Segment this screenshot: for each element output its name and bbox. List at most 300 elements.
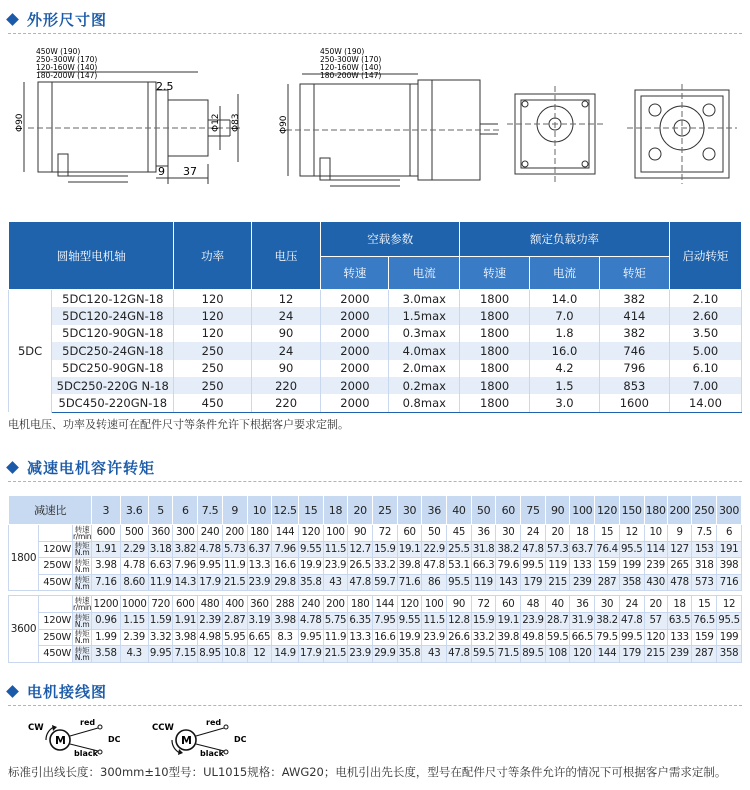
torque-value-cell: 33.2 — [372, 558, 397, 575]
torque-value-cell: 95.5 — [619, 541, 644, 558]
torque-value-cell: 120 — [570, 646, 595, 663]
speed-value-cell: 10 — [644, 525, 667, 542]
unit-label: N.m — [74, 619, 90, 629]
speed-value-cell: 36 — [570, 596, 595, 613]
torque-value-cell: 3.82 — [173, 541, 198, 558]
speed-value-cell: 30 — [496, 525, 521, 542]
speed-value-cell: 180 — [348, 596, 373, 613]
cw-label: CW — [28, 723, 44, 733]
unit-cell — [73, 525, 92, 542]
start-torque-cell: 2.10 — [669, 290, 741, 308]
torque-value-cell: 199 — [717, 629, 742, 646]
torque-value-cell: 0.96 — [92, 612, 120, 629]
speed-value-cell: 90 — [447, 596, 472, 613]
dc-label: DC — [234, 735, 247, 744]
torque-value-cell: 4.3 — [120, 646, 148, 663]
torque-value-cell: 6.37 — [247, 541, 272, 558]
table-row — [9, 307, 742, 324]
torque-value-cell: 119 — [545, 558, 570, 575]
torque-value-cell: 11.9 — [148, 574, 173, 591]
torque-value-cell: 47.8 — [422, 558, 447, 575]
torque-value-cell: 13.3 — [348, 629, 373, 646]
start-torque-cell: 6.10 — [669, 360, 741, 377]
speed-value-cell: 144 — [372, 596, 397, 613]
speed-value-cell: 360 — [148, 525, 173, 542]
torque-value-cell: 5.95 — [222, 629, 247, 646]
dim-37: 37 — [183, 165, 197, 178]
torque-value-cell: 9.95 — [198, 558, 223, 575]
watt-cell — [39, 596, 73, 613]
dim-9: 9 — [158, 165, 165, 178]
speed-value-cell: 18 — [570, 525, 595, 542]
header-no-load: 空载参数 — [321, 222, 460, 257]
table-row — [9, 290, 742, 308]
speed-value-cell: 360 — [247, 596, 272, 613]
torque-value-cell: 573 — [692, 574, 717, 591]
speed-value-cell: 7.5 — [692, 525, 717, 542]
input-speed-cell: 3600 — [9, 596, 39, 662]
ratio-cell: 6 — [173, 496, 198, 525]
torque-value-cell: 4.78 — [120, 558, 148, 575]
torque-value-cell: 8.95 — [198, 646, 223, 663]
power-table-line: 120-160W (140) — [320, 63, 382, 72]
speed-value-cell: 240 — [298, 596, 323, 613]
ratio-cell: 40 — [447, 496, 472, 525]
torque-value-cell: 199 — [619, 558, 644, 575]
speed-value-cell: 60 — [496, 596, 521, 613]
power-table-line: 120-160W (140) — [36, 63, 98, 72]
speed-value-cell: 15 — [692, 596, 717, 613]
torque-value-cell: 2.39 — [120, 629, 148, 646]
unit-cell — [73, 574, 92, 591]
nl-speed-cell: 2000 — [321, 325, 389, 342]
torque-value-cell: 478 — [667, 574, 692, 591]
speed-value-cell: 36 — [471, 525, 496, 542]
section-divider — [8, 33, 742, 34]
speed-value-cell: 6 — [717, 525, 742, 542]
unit-cell — [73, 541, 92, 558]
unit-label: r/min — [73, 603, 92, 613]
torque-value-cell: 66.3 — [471, 558, 496, 575]
spec-table — [8, 221, 742, 413]
torque-value-cell: 265 — [667, 558, 692, 575]
torque-value-cell: 11.5 — [422, 612, 447, 629]
torque-value-cell: 4.98 — [198, 629, 223, 646]
speed-value-cell: 18 — [667, 596, 692, 613]
torque-value-cell: 127 — [667, 541, 692, 558]
torque-value-cell: 6.35 — [348, 612, 373, 629]
watt-cell: 250W — [39, 558, 73, 575]
torque-value-cell: 358 — [619, 574, 644, 591]
ratio-cell: 30 — [397, 496, 422, 525]
torque-value-cell: 120 — [644, 629, 667, 646]
speed-value-cell: 240 — [198, 525, 223, 542]
ratio-cell: 3.6 — [120, 496, 148, 525]
section-divider — [8, 705, 742, 706]
rl-current-cell: 16.0 — [530, 342, 600, 359]
torque-value-cell: 239 — [644, 558, 667, 575]
torque-value-cell: 6.63 — [148, 558, 173, 575]
rl-torque-cell: 746 — [599, 342, 669, 359]
power-cell: 250 — [174, 342, 251, 359]
ccw-label: CCW — [152, 723, 174, 733]
torque-value-cell: 63.5 — [667, 612, 692, 629]
red-wire-label: red — [206, 718, 222, 727]
speed-value-cell: 24 — [521, 525, 546, 542]
unit-label: 转速 — [74, 524, 90, 534]
wiring-diagram-ccw — [152, 716, 262, 758]
table-row — [9, 612, 742, 629]
model-cell: 5DC120-24GN-18 — [52, 307, 174, 324]
ratio-cell: 20 — [348, 496, 373, 525]
torque-value-cell: 59.5 — [545, 629, 570, 646]
unit-cell — [73, 646, 92, 663]
power-cell: 120 — [174, 307, 251, 324]
torque-value-cell: 144 — [595, 646, 620, 663]
speed-value-cell: 20 — [545, 525, 570, 542]
torque-value-cell: 8.60 — [120, 574, 148, 591]
torque-value-cell: 1.59 — [148, 612, 173, 629]
input-speed-cell: 1800 — [9, 525, 39, 591]
torque-value-cell: 57.3 — [545, 541, 570, 558]
black-wire-label: black — [74, 749, 98, 758]
torque-value-cell: 23.9 — [422, 629, 447, 646]
power-cell: 450 — [174, 394, 251, 412]
power-cell: 120 — [174, 325, 251, 342]
ratio-cell: 5 — [148, 496, 173, 525]
wiring-note: 标准引出线长度：300mm±10型号：UL1015规格：AWG20；电机引出先长度，型号在配件尺寸等条件允许的情况下可根据客户需求定制。 — [8, 765, 727, 779]
torque-value-cell: 14.3 — [173, 574, 198, 591]
torque-value-cell: 57 — [644, 612, 667, 629]
torque-value-cell: 99.5 — [521, 558, 546, 575]
dim-phi90: Φ90 — [279, 115, 289, 134]
model-cell: 5DC120-90GN-18 — [52, 325, 174, 342]
section-divider — [8, 481, 742, 482]
torque-value-cell: 6.65 — [247, 629, 272, 646]
torque-value-cell: 4.78 — [298, 612, 323, 629]
torque-value-cell: 133 — [667, 629, 692, 646]
torque-value-cell: 9.95 — [298, 629, 323, 646]
torque-value-cell: 7.95 — [372, 612, 397, 629]
speed-value-cell: 200 — [222, 525, 247, 542]
section-title-text: 外形尺寸图 — [27, 10, 108, 29]
torque-value-cell: 159 — [595, 558, 620, 575]
speed-value-cell: 48 — [521, 596, 546, 613]
speed-value-cell: 60 — [397, 525, 422, 542]
torque-value-cell: 215 — [545, 574, 570, 591]
rl-torque-cell: 1600 — [599, 394, 669, 412]
torque-value-cell: 114 — [644, 541, 667, 558]
model-cell: 5DC120-12GN-18 — [52, 290, 174, 308]
model-cell: 5DC250-220G N-18 — [52, 377, 174, 394]
torque-value-cell: 38.2 — [496, 541, 521, 558]
table-row — [9, 629, 742, 646]
rl-current-cell: 4.2 — [530, 360, 600, 377]
torque-value-cell: 716 — [717, 574, 742, 591]
torque-value-cell: 5.73 — [222, 541, 247, 558]
speed-value-cell: 288 — [272, 596, 299, 613]
torque-value-cell: 5.75 — [323, 612, 348, 629]
power-table-line: 450W (190) — [320, 47, 365, 56]
speed-value-cell: 9 — [667, 525, 692, 542]
header-start-torque: 启动转矩 — [669, 222, 741, 290]
torque-value-cell: 63.7 — [570, 541, 595, 558]
torque-value-cell: 239 — [570, 574, 595, 591]
ratio-cell: 60 — [496, 496, 521, 525]
start-torque-cell: 2.60 — [669, 307, 741, 324]
nl-current-cell: 0.3max — [389, 325, 460, 342]
torque-value-cell: 179 — [619, 646, 644, 663]
section-title-text: 电机接线图 — [27, 682, 108, 701]
start-torque-cell: 14.00 — [669, 394, 741, 412]
motor-drawing-flange — [625, 84, 740, 184]
voltage-cell: 24 — [251, 307, 321, 324]
torque-value-cell: 43 — [323, 574, 348, 591]
ratio-cell: 90 — [545, 496, 570, 525]
motor-symbol: M — [55, 734, 66, 747]
ratio-cell: 120 — [595, 496, 620, 525]
model-cell: 5DC250-90GN-18 — [52, 360, 174, 377]
torque-value-cell: 47.8 — [521, 541, 546, 558]
diamond-bullet-icon — [6, 13, 19, 26]
table-row — [9, 525, 742, 542]
table-row — [9, 360, 742, 377]
unit-cell — [73, 629, 92, 646]
torque-value-cell: 21.5 — [323, 646, 348, 663]
dim-phi90: Φ90 — [15, 113, 25, 132]
section-title-wiring — [8, 680, 107, 702]
rl-torque-cell: 382 — [599, 325, 669, 342]
rl-current-cell: 1.5 — [530, 377, 600, 394]
table-row — [9, 596, 742, 613]
torque-value-cell: 7.15 — [173, 646, 198, 663]
section-title-torque — [8, 456, 155, 478]
unit-cell — [73, 596, 92, 613]
torque-value-cell: 95.5 — [717, 612, 742, 629]
black-wire-label: black — [200, 749, 224, 758]
torque-value-cell: 23.9 — [521, 612, 546, 629]
ratio-cell: 3 — [92, 496, 120, 525]
ratio-cell: 200 — [667, 496, 692, 525]
rl-speed-cell: 1800 — [460, 342, 530, 359]
motor-body-outline — [38, 82, 156, 172]
rl-speed-cell: 1800 — [460, 325, 530, 342]
speed-value-cell: 12 — [619, 525, 644, 542]
diamond-bullet-icon — [6, 685, 19, 698]
torque-value-cell: 71.6 — [397, 574, 422, 591]
torque-value-cell: 8.3 — [272, 629, 299, 646]
torque-value-cell: 1.91 — [173, 612, 198, 629]
torque-value-cell: 1.99 — [92, 629, 120, 646]
ratio-cell: 10 — [247, 496, 272, 525]
speed-value-cell: 72 — [471, 596, 496, 613]
speed-value-cell: 120 — [298, 525, 323, 542]
speed-value-cell: 30 — [595, 596, 620, 613]
torque-value-cell: 358 — [717, 646, 742, 663]
torque-value-cell: 16.6 — [272, 558, 299, 575]
ratio-cell: 150 — [619, 496, 644, 525]
speed-value-cell: 1200 — [92, 596, 120, 613]
torque-value-cell: 71.5 — [496, 646, 521, 663]
nl-speed-cell: 2000 — [321, 377, 389, 394]
header-model: 圆轴型电机轴 — [9, 222, 174, 290]
torque-value-cell: 95.5 — [447, 574, 472, 591]
power-table-line: 180-200W (147) — [320, 71, 382, 80]
nl-current-cell: 4.0max — [389, 342, 460, 359]
torque-value-cell: 21.5 — [222, 574, 247, 591]
unit-label: N.m — [74, 564, 90, 574]
torque-value-cell: 2.87 — [222, 612, 247, 629]
torque-value-cell: 133 — [570, 558, 595, 575]
torque-value-cell: 59.7 — [372, 574, 397, 591]
voltage-cell: 24 — [251, 342, 321, 359]
table-row — [9, 342, 742, 359]
motor-drawing-front — [505, 84, 615, 184]
torque-value-cell: 26.6 — [447, 629, 472, 646]
torque-value-cell: 79.6 — [496, 558, 521, 575]
torque-value-cell: 26.5 — [348, 558, 373, 575]
watt-cell: 250W — [39, 629, 73, 646]
speed-value-cell: 720 — [148, 596, 173, 613]
header-rated-load: 额定负载功率 — [460, 222, 670, 257]
dc-label: DC — [108, 735, 121, 744]
torque-value-cell: 22.9 — [422, 541, 447, 558]
unit-label: 转矩 — [74, 541, 90, 551]
torque-value-cell: 11.9 — [323, 629, 348, 646]
rl-current-cell: 7.0 — [530, 307, 600, 324]
speed-value-cell: 600 — [92, 525, 120, 542]
power-table-line: 450W (190) — [36, 47, 81, 56]
ratio-cell: 75 — [521, 496, 546, 525]
table-row — [9, 558, 742, 575]
torque-value-cell: 239 — [667, 646, 692, 663]
torque-value-cell: 11.5 — [323, 541, 348, 558]
motor-drawing-side-2 — [262, 44, 502, 194]
torque-value-cell: 7.96 — [173, 558, 198, 575]
table-row — [9, 574, 742, 591]
torque-value-cell: 89.5 — [521, 646, 546, 663]
torque-value-cell: 3.98 — [92, 558, 120, 575]
model-cell: 5DC250-24GN-18 — [52, 342, 174, 359]
header-torque: 转矩 — [599, 257, 669, 290]
voltage-cell: 12 — [251, 290, 321, 308]
torque-value-cell: 1.15 — [120, 612, 148, 629]
speed-value-cell: 120 — [397, 596, 422, 613]
dim-phi83: Φ83 — [231, 113, 241, 132]
speed-value-cell: 200 — [323, 596, 348, 613]
dim-2-5: 2.5 — [156, 80, 174, 93]
torque-value-cell: 12 — [247, 646, 272, 663]
watt-cell: 450W — [39, 646, 73, 663]
torque-value-cell: 3.98 — [173, 629, 198, 646]
torque-value-cell: 318 — [692, 558, 717, 575]
voltage-cell: 220 — [251, 394, 321, 412]
nl-speed-cell: 2000 — [321, 342, 389, 359]
torque-value-cell: 35.8 — [298, 574, 323, 591]
torque-value-cell: 215 — [644, 646, 667, 663]
speed-value-cell: 15 — [595, 525, 620, 542]
unit-label: 转矩 — [74, 557, 90, 567]
unit-label: N.m — [74, 581, 90, 591]
ratio-cell: 300 — [717, 496, 742, 525]
watt-cell: 450W — [39, 574, 73, 591]
motor-drawing-side-1 — [8, 44, 248, 194]
torque-value-cell: 119 — [471, 574, 496, 591]
unit-label: N.m — [74, 652, 90, 662]
torque-value-cell: 3.98 — [272, 612, 299, 629]
torque-table — [8, 495, 742, 663]
rl-speed-cell: 1800 — [460, 290, 530, 308]
red-wire-label: red — [80, 718, 96, 727]
torque-value-cell: 9.55 — [397, 612, 422, 629]
torque-value-cell: 12.8 — [447, 612, 472, 629]
torque-value-cell: 15.9 — [372, 541, 397, 558]
speed-value-cell: 40 — [545, 596, 570, 613]
speed-value-cell: 90 — [348, 525, 373, 542]
nl-current-cell: 2.0max — [389, 360, 460, 377]
motor-symbol: M — [181, 734, 192, 747]
speed-value-cell: 45 — [447, 525, 472, 542]
torque-value-cell: 3.18 — [148, 541, 173, 558]
speed-value-cell: 400 — [222, 596, 247, 613]
speed-value-cell: 100 — [422, 596, 447, 613]
ratio-cell: 12.5 — [272, 496, 299, 525]
speed-value-cell: 500 — [120, 525, 148, 542]
torque-value-cell: 23.9 — [348, 646, 373, 663]
header-current: 电流 — [389, 257, 460, 290]
torque-value-cell: 7.96 — [272, 541, 299, 558]
section-title-dimensions — [8, 8, 107, 30]
torque-value-cell: 3.32 — [148, 629, 173, 646]
rl-torque-cell: 796 — [599, 360, 669, 377]
nl-speed-cell: 2000 — [321, 360, 389, 377]
speed-value-cell: 180 — [247, 525, 272, 542]
torque-value-cell: 9.95 — [148, 646, 173, 663]
ratio-cell: 25 — [372, 496, 397, 525]
ratio-cell: 100 — [570, 496, 595, 525]
table-row — [9, 377, 742, 394]
rl-speed-cell: 1800 — [460, 307, 530, 324]
ratio-cell: 15 — [298, 496, 323, 525]
header-voltage: 电压 — [251, 222, 321, 290]
start-torque-cell: 7.00 — [669, 377, 741, 394]
table-row — [9, 646, 742, 663]
wiring-diagram-cw — [28, 716, 138, 758]
watt-cell: 120W — [39, 612, 73, 629]
unit-label: 转速 — [74, 596, 90, 606]
header-speed: 转速 — [460, 257, 530, 290]
torque-value-cell: 49.8 — [521, 629, 546, 646]
ratio-cell: 250 — [692, 496, 717, 525]
unit-cell — [73, 612, 92, 629]
unit-label: 转矩 — [74, 629, 90, 639]
torque-value-cell: 3.58 — [92, 646, 120, 663]
start-torque-cell: 3.50 — [669, 325, 741, 342]
nl-current-cell: 0.2max — [389, 377, 460, 394]
rl-current-cell: 1.8 — [530, 325, 600, 342]
unit-label: N.m — [74, 636, 90, 646]
voltage-cell: 220 — [251, 377, 321, 394]
header-power: 功率 — [174, 222, 251, 290]
ratio-cell: 18 — [323, 496, 348, 525]
ratio-label: 减速比 — [9, 496, 92, 525]
torque-value-cell: 398 — [717, 558, 742, 575]
speed-value-cell: 24 — [619, 596, 644, 613]
header-speed: 转速 — [321, 257, 389, 290]
torque-value-cell: 47.8 — [447, 646, 472, 663]
torque-value-cell: 66.5 — [570, 629, 595, 646]
start-torque-cell: 5.00 — [669, 342, 741, 359]
